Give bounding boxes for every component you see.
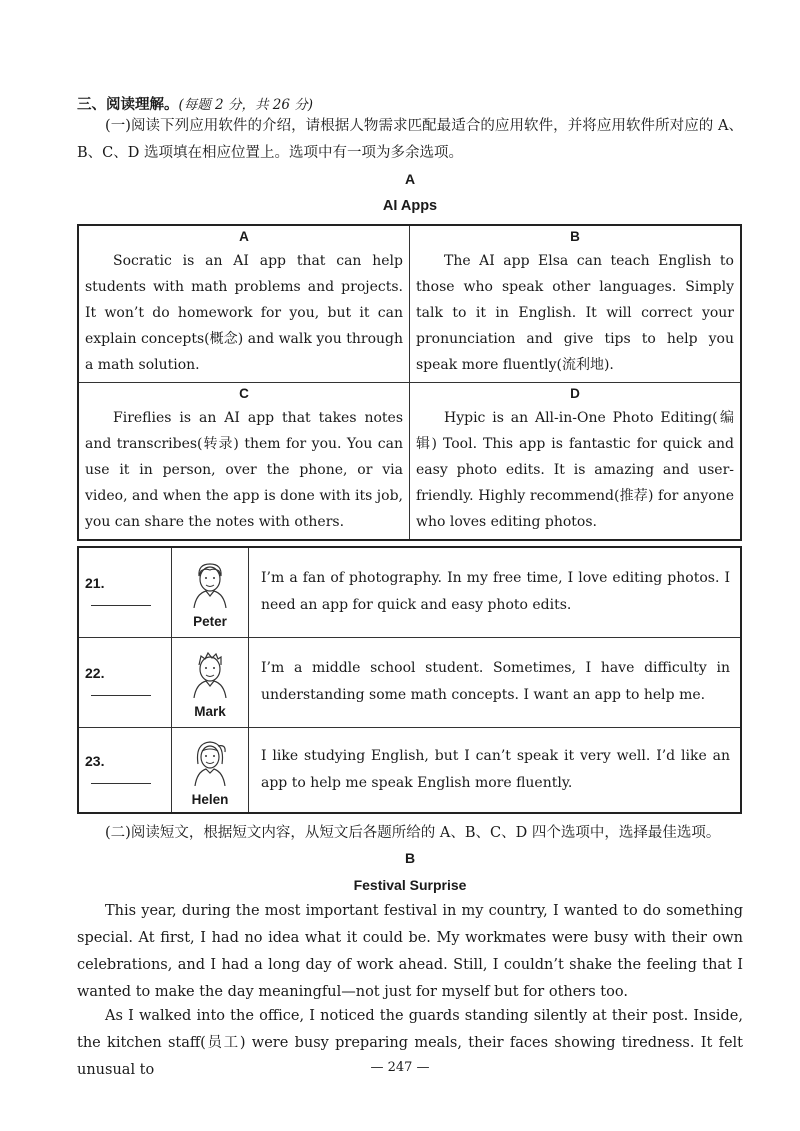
app-description: Hypic is an All-in-One Photo Editing(编辑) Tool. This app is fantastic for quick and easy photo edits. It is amazing and user-friendly. Highly recommend(推荐) for anyone who loves editing photos. bbox=[416, 410, 734, 530]
section-title: 三、阅读理解。 bbox=[77, 96, 179, 113]
app-cell-c bbox=[78, 383, 410, 541]
app-description: Fireflies is an AI app that takes notes and transcribes(转录) them for you. You can use it in person, over the phone, or via video, and when the app is done with its job, you can share the notes with others. bbox=[85, 410, 403, 530]
person-name: Peter bbox=[193, 614, 227, 630]
app-label: C bbox=[239, 386, 249, 401]
section-heading bbox=[77, 93, 313, 114]
part1-instruction: (一)阅读下列应用软件的介绍，请根据人物需求匹配最适合的应用软件，并将应用软件所对应的 A、B、C、D 选项填在相应位置上。选项中有一项为多余选项。 bbox=[77, 118, 743, 161]
person-name: Mark bbox=[194, 704, 226, 719]
question-number: 22. bbox=[85, 665, 105, 681]
person-portrait-cell bbox=[172, 547, 249, 637]
app-description: Socratic is an AI app that can help students with math problems and projects. It won’t do homework for you, but it can explain concepts(概念) and walk you through a math solution. bbox=[85, 253, 403, 373]
passage-a-title: AI Apps bbox=[382, 198, 438, 214]
people-table bbox=[77, 546, 742, 814]
boy-portrait-icon bbox=[190, 560, 230, 608]
app-cell-d bbox=[410, 383, 742, 541]
part2-instruction: (二)阅读短文，根据短文内容，从短文后各题所给的 A、B、C、D 四个选项中，选择最佳选项。 bbox=[105, 825, 721, 841]
page-number: — 247 — bbox=[370, 1060, 430, 1075]
app-cell-b bbox=[410, 225, 742, 383]
passage-b-label: B bbox=[404, 850, 416, 866]
apps-table bbox=[77, 224, 742, 541]
question-number: 23. bbox=[85, 752, 105, 769]
answer-blank[interactable] bbox=[91, 591, 151, 606]
app-cell-a bbox=[78, 225, 410, 383]
passage-paragraph: As I walked into the office, I noticed the guards standing silently at their post. Inside, the kitchen staff(员工) were busy preparing meals, their faces showing tiredness. It felt unusual to bbox=[77, 1008, 743, 1078]
person-portrait-cell bbox=[172, 637, 249, 727]
girl-portrait-icon bbox=[190, 738, 230, 786]
answer-blank[interactable] bbox=[91, 681, 151, 696]
person-need: I like studying English, but I can’t speak it very well. I’d like an app to help me speak English more fluently. bbox=[249, 727, 742, 813]
person-need: I’m a middle school student. Sometimes, I have difficulty in understanding some math concepts. I want an app to help me. bbox=[249, 637, 742, 727]
person-need: I’m a fan of photography. In my free time, I love editing photos. I need an app for quick and easy photo edits. bbox=[249, 547, 742, 637]
person-row bbox=[78, 727, 741, 813]
passage-paragraph: This year, during the most important festival in my country, I wanted to do something special. At first, I had no idea what it could be. My workmates were busy with their own celebrations, and I had a long day of work ahead. Still, I couldn’t shake the feeling that I wanted to make the day meaningful—not just for myself but for others too. bbox=[77, 903, 743, 1000]
section-note: (每题 2 分，共 26 分) bbox=[178, 97, 313, 113]
app-label: B bbox=[570, 229, 580, 244]
app-label: A bbox=[239, 229, 249, 244]
person-row bbox=[78, 547, 741, 637]
question-number: 21. bbox=[85, 575, 105, 592]
answer-blank[interactable] bbox=[91, 769, 151, 784]
app-description: The AI app Elsa can teach English to those who speak other languages. Simply talk to it in English. It will correct your pronunciation and give tips to help you speak more fluently(流利地). bbox=[416, 253, 734, 373]
person-name: Helen bbox=[191, 791, 229, 807]
person-row bbox=[78, 637, 741, 727]
question-number-cell bbox=[78, 547, 172, 637]
app-label: D bbox=[570, 386, 580, 401]
boy-portrait-icon bbox=[190, 650, 230, 698]
question-number-cell bbox=[78, 637, 172, 727]
question-number-cell bbox=[78, 727, 172, 813]
passage-b-title: Festival Surprise bbox=[353, 877, 467, 893]
passage-a-label: A bbox=[404, 171, 416, 187]
person-portrait-cell bbox=[172, 727, 249, 813]
